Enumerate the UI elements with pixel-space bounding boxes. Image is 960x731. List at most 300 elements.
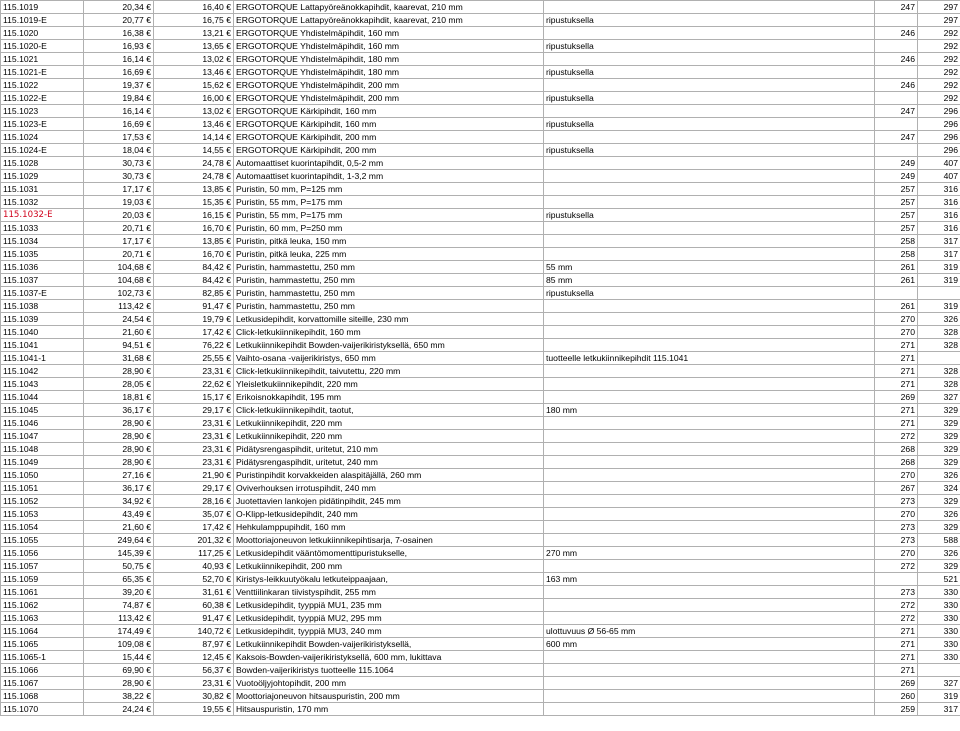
note-cell: ripustuksella [544,66,875,79]
price-excl-vat-cell: 14,55 € [154,144,234,157]
product-code-cell: 115.1035 [1,248,84,261]
description-cell: Letkukiinnikepihdit Bowden-vaijerikiristyksellä, [234,638,544,651]
table-row [1,131,960,144]
description-cell: Erikoisnokkapihdit, 195 mm [234,391,544,404]
description-cell: Puristin, hammastettu, 250 mm [234,300,544,313]
product-code-cell: 115.1028 [1,157,84,170]
description-cell: Letkusidepihdit, tyyppiä MU3, 240 mm [234,625,544,638]
note-cell: 600 mm [544,638,875,651]
note-cell [544,469,875,482]
price-excl-vat-cell: 82,85 € [154,287,234,300]
page-ref-a-cell: 273 [875,495,918,508]
page-ref-b-cell: 319 [918,261,960,274]
price-excl-vat-cell: 52,70 € [154,573,234,586]
product-code-cell: 115.1041 [1,339,84,352]
description-cell: ERGOTORQUE Kärkipihdit, 160 mm [234,105,544,118]
price-excl-vat-cell: 13,65 € [154,40,234,53]
page-ref-a-cell [875,66,918,79]
price-incl-vat-cell: 28,05 € [84,378,154,391]
product-code-cell: 115.1050 [1,469,84,482]
price-incl-vat-cell: 31,68 € [84,352,154,365]
product-code-cell: 115.1045 [1,404,84,417]
page-ref-a-cell: 257 [875,183,918,196]
price-incl-vat-cell: 18,81 € [84,391,154,404]
page-ref-a-cell: 272 [875,560,918,573]
page-ref-b-cell: 317 [918,235,960,248]
page-ref-b-cell: 317 [918,703,960,716]
note-cell: 85 mm [544,274,875,287]
product-code-cell: 115.1023-E [1,118,84,131]
price-excl-vat-cell: 87,97 € [154,638,234,651]
page-ref-a-cell: 261 [875,300,918,313]
price-excl-vat-cell: 23,31 € [154,443,234,456]
price-incl-vat-cell: 20,34 € [84,1,154,14]
product-code-cell: 115.1066 [1,664,84,677]
page-ref-a-cell [875,92,918,105]
note-cell: ripustuksella [544,287,875,300]
page-ref-a-cell: 247 [875,1,918,14]
price-incl-vat-cell: 21,60 € [84,326,154,339]
page-ref-a-cell: 258 [875,235,918,248]
page-ref-a-cell: 259 [875,703,918,716]
product-code-cell: 115.1063 [1,612,84,625]
description-cell: Hehkulamppupihdit, 160 mm [234,521,544,534]
description-cell: Puristin, pitkä leuka, 150 mm [234,235,544,248]
description-cell: Juotettavien lankojen pidätinpihdit, 245 mm [234,495,544,508]
product-code-cell: 115.1044 [1,391,84,404]
price-incl-vat-cell: 43,49 € [84,508,154,521]
description-cell: Pidätysrengaspihdit, uritetut, 240 mm [234,456,544,469]
page-ref-a-cell: 269 [875,677,918,690]
table-row [1,40,960,53]
product-code-cell: 115.1032 [1,196,84,209]
price-incl-vat-cell: 30,73 € [84,157,154,170]
product-code-cell: 115.1021-E [1,66,84,79]
price-incl-vat-cell: 249,64 € [84,534,154,547]
description-cell: ERGOTORQUE Kärkipihdit, 200 mm [234,144,544,157]
description-cell: Puristin, hammastettu, 250 mm [234,274,544,287]
page-ref-b-cell: 329 [918,521,960,534]
note-cell [544,313,875,326]
price-incl-vat-cell: 28,90 € [84,456,154,469]
table-row [1,118,960,131]
page-ref-b-cell: 329 [918,417,960,430]
page-ref-a-cell: 257 [875,209,918,222]
page-ref-a-cell: 246 [875,27,918,40]
description-cell: Puristin, pitkä leuka, 225 mm [234,248,544,261]
page-ref-b-cell: 324 [918,482,960,495]
price-excl-vat-cell: 25,55 € [154,352,234,365]
price-incl-vat-cell: 28,90 € [84,365,154,378]
page-ref-b-cell: 329 [918,404,960,417]
description-cell: Letkukiinnikepihdit, 200 mm [234,560,544,573]
description-cell: Oviverhouksen irrotuspihdit, 240 mm [234,482,544,495]
note-cell [544,53,875,66]
price-excl-vat-cell: 13,46 € [154,118,234,131]
description-cell: Vuotoöljyjohtopihdit, 200 mm [234,677,544,690]
price-excl-vat-cell: 13,85 € [154,235,234,248]
note-cell [544,170,875,183]
description-cell: Letkusidepihdit, korvattomille siteille, 230 mm [234,313,544,326]
price-excl-vat-cell: 15,35 € [154,196,234,209]
page-ref-a-cell: 271 [875,365,918,378]
page-ref-a-cell: 249 [875,157,918,170]
description-cell: ERGOTORQUE Yhdistelmäpihdit, 160 mm [234,27,544,40]
description-cell: Letkusidepihdit, tyyppiä MU1, 235 mm [234,599,544,612]
description-cell: Puristin, 50 mm, P=125 mm [234,183,544,196]
table-row [1,300,960,313]
page-ref-a-cell: 271 [875,404,918,417]
description-cell: Vaihto-osana -vaijerikiristys, 650 mm [234,352,544,365]
page-ref-a-cell: 249 [875,170,918,183]
page-ref-a-cell: 247 [875,131,918,144]
product-code-cell: 115.1037-E [1,287,84,300]
product-code-cell: 115.1057 [1,560,84,573]
page-ref-b-cell: 326 [918,547,960,560]
note-cell [544,677,875,690]
product-code-cell: 115.1031 [1,183,84,196]
product-code-cell: 115.1032-E [1,209,84,222]
table-row [1,183,960,196]
table-row [1,638,960,651]
price-excl-vat-cell: 29,17 € [154,482,234,495]
table-row [1,339,960,352]
description-cell: Letkukiinnikepihdit Bowden-vaijerikiristyksellä, 650 mm [234,339,544,352]
page-ref-a-cell: 272 [875,599,918,612]
page-ref-b-cell: 317 [918,248,960,261]
description-cell: Moottoriajoneuvon letkukiinnikepihtisarja, 7-osainen [234,534,544,547]
note-cell: ripustuksella [544,209,875,222]
price-excl-vat-cell: 21,90 € [154,469,234,482]
price-incl-vat-cell: 69,90 € [84,664,154,677]
page-ref-b-cell: 588 [918,534,960,547]
page-ref-b-cell: 292 [918,66,960,79]
description-cell: Hitsauspuristin, 170 mm [234,703,544,716]
price-incl-vat-cell: 28,90 € [84,443,154,456]
page-ref-a-cell [875,287,918,300]
price-incl-vat-cell: 104,68 € [84,274,154,287]
product-code-cell: 115.1040 [1,326,84,339]
page-ref-a-cell: 268 [875,456,918,469]
description-cell: ERGOTORQUE Lattapyöreänokkapihdit, kaarevat, 210 mm [234,14,544,27]
price-excl-vat-cell: 84,42 € [154,274,234,287]
page-ref-b-cell: 292 [918,53,960,66]
page-ref-b-cell: 330 [918,625,960,638]
page-ref-b-cell: 296 [918,118,960,131]
table-row [1,157,960,170]
price-incl-vat-cell: 20,77 € [84,14,154,27]
price-excl-vat-cell: 16,15 € [154,209,234,222]
page-ref-b-cell: 319 [918,690,960,703]
product-code-cell: 115.1041-1 [1,352,84,365]
description-cell: O-Klipp-letkusidepihdit, 240 mm [234,508,544,521]
price-incl-vat-cell: 19,84 € [84,92,154,105]
description-cell: Click-letkukiinnikepihdit, 160 mm [234,326,544,339]
product-code-cell: 115.1042 [1,365,84,378]
price-incl-vat-cell: 28,90 € [84,430,154,443]
price-incl-vat-cell: 145,39 € [84,547,154,560]
price-incl-vat-cell: 174,49 € [84,625,154,638]
price-incl-vat-cell: 27,16 € [84,469,154,482]
table-row [1,378,960,391]
price-incl-vat-cell: 38,22 € [84,690,154,703]
price-incl-vat-cell: 28,90 € [84,417,154,430]
price-excl-vat-cell: 201,32 € [154,534,234,547]
note-cell [544,365,875,378]
product-code-cell: 115.1019 [1,1,84,14]
page-ref-b-cell: 319 [918,300,960,313]
description-cell: Click-letkukiinnikepihdit, taivutettu, 220 mm [234,365,544,378]
price-incl-vat-cell: 94,51 € [84,339,154,352]
page-ref-b-cell: 329 [918,495,960,508]
page-ref-a-cell: 271 [875,417,918,430]
table-row [1,612,960,625]
page-ref-b-cell: 326 [918,508,960,521]
table-row [1,66,960,79]
price-incl-vat-cell: 102,73 € [84,287,154,300]
note-cell [544,105,875,118]
price-excl-vat-cell: 22,62 € [154,378,234,391]
table-row [1,27,960,40]
table-row [1,404,960,417]
page-ref-a-cell: 271 [875,339,918,352]
page-ref-a-cell: 270 [875,508,918,521]
page-ref-a-cell: 270 [875,469,918,482]
page-ref-b-cell: 292 [918,92,960,105]
note-cell [544,599,875,612]
product-code-cell: 115.1059 [1,573,84,586]
note-cell: 180 mm [544,404,875,417]
note-cell [544,183,875,196]
table-row [1,1,960,14]
table-row [1,365,960,378]
price-excl-vat-cell: 30,82 € [154,690,234,703]
price-incl-vat-cell: 20,71 € [84,222,154,235]
page-ref-b-cell [918,287,960,300]
price-incl-vat-cell: 15,44 € [84,651,154,664]
table-row [1,92,960,105]
product-code-cell: 115.1062 [1,599,84,612]
price-incl-vat-cell: 16,14 € [84,53,154,66]
description-cell: Bowden-vaijerikiristys tuotteelle 115.1064 [234,664,544,677]
page-ref-b-cell: 327 [918,677,960,690]
page-ref-b-cell: 329 [918,443,960,456]
product-code-cell: 115.1046 [1,417,84,430]
table-row [1,521,960,534]
price-excl-vat-cell: 23,31 € [154,417,234,430]
description-cell: Letkusidepihdit vääntömomenttipuristukselle, [234,547,544,560]
page-ref-b-cell: 316 [918,209,960,222]
page-ref-b-cell: 328 [918,378,960,391]
description-cell: Letkusidepihdit, tyyppiä MU2, 295 mm [234,612,544,625]
price-incl-vat-cell: 18,04 € [84,144,154,157]
price-incl-vat-cell: 50,75 € [84,560,154,573]
page-ref-b-cell: 330 [918,612,960,625]
product-code-cell: 115.1051 [1,482,84,495]
price-incl-vat-cell: 16,69 € [84,118,154,131]
price-excl-vat-cell: 13,21 € [154,27,234,40]
product-code-cell: 115.1068 [1,690,84,703]
note-cell [544,79,875,92]
table-row [1,703,960,716]
price-excl-vat-cell: 140,72 € [154,625,234,638]
description-cell: Moottoriajoneuvon hitsauspuristin, 200 mm [234,690,544,703]
table-row [1,326,960,339]
page-ref-b-cell: 327 [918,391,960,404]
page-ref-a-cell: 270 [875,326,918,339]
product-code-cell: 115.1039 [1,313,84,326]
price-incl-vat-cell: 20,71 € [84,248,154,261]
note-cell [544,196,875,209]
price-incl-vat-cell: 113,42 € [84,612,154,625]
page-ref-b-cell: 330 [918,638,960,651]
note-cell [544,482,875,495]
page-ref-a-cell: 257 [875,222,918,235]
description-cell: Click-letkukiinnikepihdit, taotut, [234,404,544,417]
note-cell [544,508,875,521]
note-cell [544,157,875,170]
product-code-cell: 115.1019-E [1,14,84,27]
page-ref-a-cell: 271 [875,638,918,651]
price-excl-vat-cell: 35,07 € [154,508,234,521]
price-incl-vat-cell: 28,90 € [84,677,154,690]
price-excl-vat-cell: 60,38 € [154,599,234,612]
price-excl-vat-cell: 24,78 € [154,170,234,183]
product-code-cell: 115.1024 [1,131,84,144]
price-excl-vat-cell: 23,31 € [154,677,234,690]
description-cell: Letkukiinnikepihdit, 220 mm [234,430,544,443]
page-ref-a-cell [875,40,918,53]
price-incl-vat-cell: 65,35 € [84,573,154,586]
table-row [1,482,960,495]
note-cell [544,703,875,716]
price-excl-vat-cell: 28,16 € [154,495,234,508]
price-incl-vat-cell: 30,73 € [84,170,154,183]
note-cell [544,534,875,547]
note-cell [544,1,875,14]
note-cell [544,560,875,573]
note-cell [544,521,875,534]
page-ref-b-cell: 292 [918,27,960,40]
table-row [1,144,960,157]
table-row [1,170,960,183]
table-row [1,235,960,248]
table-row [1,495,960,508]
product-code-cell: 115.1048 [1,443,84,456]
note-cell [544,443,875,456]
table-row [1,469,960,482]
price-excl-vat-cell: 16,00 € [154,92,234,105]
note-cell: ripustuksella [544,92,875,105]
description-cell: ERGOTORQUE Lattapyöreänokkapihdit, kaarevat, 210 mm [234,1,544,14]
product-code-cell: 115.1023 [1,105,84,118]
price-excl-vat-cell: 91,47 € [154,300,234,313]
page-ref-b-cell: 326 [918,469,960,482]
note-cell [544,326,875,339]
page-ref-b-cell: 297 [918,1,960,14]
price-excl-vat-cell: 16,40 € [154,1,234,14]
page-ref-a-cell: 271 [875,664,918,677]
product-code-cell: 115.1021 [1,53,84,66]
description-cell: Puristin, 60 mm, P=250 mm [234,222,544,235]
price-incl-vat-cell: 17,53 € [84,131,154,144]
description-cell: ERGOTORQUE Yhdistelmäpihdit, 180 mm [234,53,544,66]
page-ref-b-cell [918,352,960,365]
page-ref-a-cell: 271 [875,378,918,391]
page-ref-b-cell: 316 [918,196,960,209]
table-row [1,456,960,469]
table-row [1,508,960,521]
table-row [1,443,960,456]
price-incl-vat-cell: 17,17 € [84,183,154,196]
price-incl-vat-cell: 17,17 € [84,235,154,248]
product-code-cell: 115.1047 [1,430,84,443]
table-row [1,209,960,222]
product-code-cell: 115.1055 [1,534,84,547]
table-row [1,14,960,27]
price-excl-vat-cell: 23,31 € [154,365,234,378]
description-cell: Puristin, hammastettu, 250 mm [234,261,544,274]
table-row [1,391,960,404]
price-incl-vat-cell: 34,92 € [84,495,154,508]
page-ref-b-cell: 316 [918,183,960,196]
price-incl-vat-cell: 113,42 € [84,300,154,313]
page-ref-b-cell: 328 [918,365,960,378]
price-excl-vat-cell: 15,17 € [154,391,234,404]
product-code-cell: 115.1053 [1,508,84,521]
description-cell: Puristin, 55 mm, P=175 mm [234,209,544,222]
page-ref-a-cell: 273 [875,521,918,534]
page-ref-b-cell: 330 [918,586,960,599]
product-code-cell: 115.1043 [1,378,84,391]
table-row [1,547,960,560]
table-row [1,599,960,612]
price-excl-vat-cell: 13,46 € [154,66,234,79]
page-ref-b-cell: 329 [918,456,960,469]
page-ref-a-cell: 246 [875,53,918,66]
note-cell [544,417,875,430]
page-ref-b-cell [918,664,960,677]
note-cell: ulottuvuus Ø 56-65 mm [544,625,875,638]
page-ref-a-cell [875,118,918,131]
page-ref-a-cell: 271 [875,651,918,664]
page-ref-b-cell: 296 [918,144,960,157]
table-row [1,196,960,209]
product-code-cell: 115.1037 [1,274,84,287]
price-incl-vat-cell: 16,93 € [84,40,154,53]
description-cell: Kaksois-Bowden-vaijerikiristyksellä, 600 mm, lukittava [234,651,544,664]
table-row [1,53,960,66]
price-incl-vat-cell: 109,08 € [84,638,154,651]
price-incl-vat-cell: 36,17 € [84,404,154,417]
table-row [1,690,960,703]
note-cell [544,378,875,391]
price-excl-vat-cell: 24,78 € [154,157,234,170]
note-cell: 55 mm [544,261,875,274]
table-row [1,222,960,235]
page-ref-b-cell: 329 [918,430,960,443]
note-cell [544,664,875,677]
price-excl-vat-cell: 13,02 € [154,53,234,66]
description-cell: ERGOTORQUE Yhdistelmäpihdit, 200 mm [234,79,544,92]
price-incl-vat-cell: 24,24 € [84,703,154,716]
price-incl-vat-cell: 104,68 € [84,261,154,274]
note-cell [544,131,875,144]
price-excl-vat-cell: 17,42 € [154,521,234,534]
price-excl-vat-cell: 117,25 € [154,547,234,560]
page-ref-a-cell: 261 [875,274,918,287]
price-incl-vat-cell: 36,17 € [84,482,154,495]
